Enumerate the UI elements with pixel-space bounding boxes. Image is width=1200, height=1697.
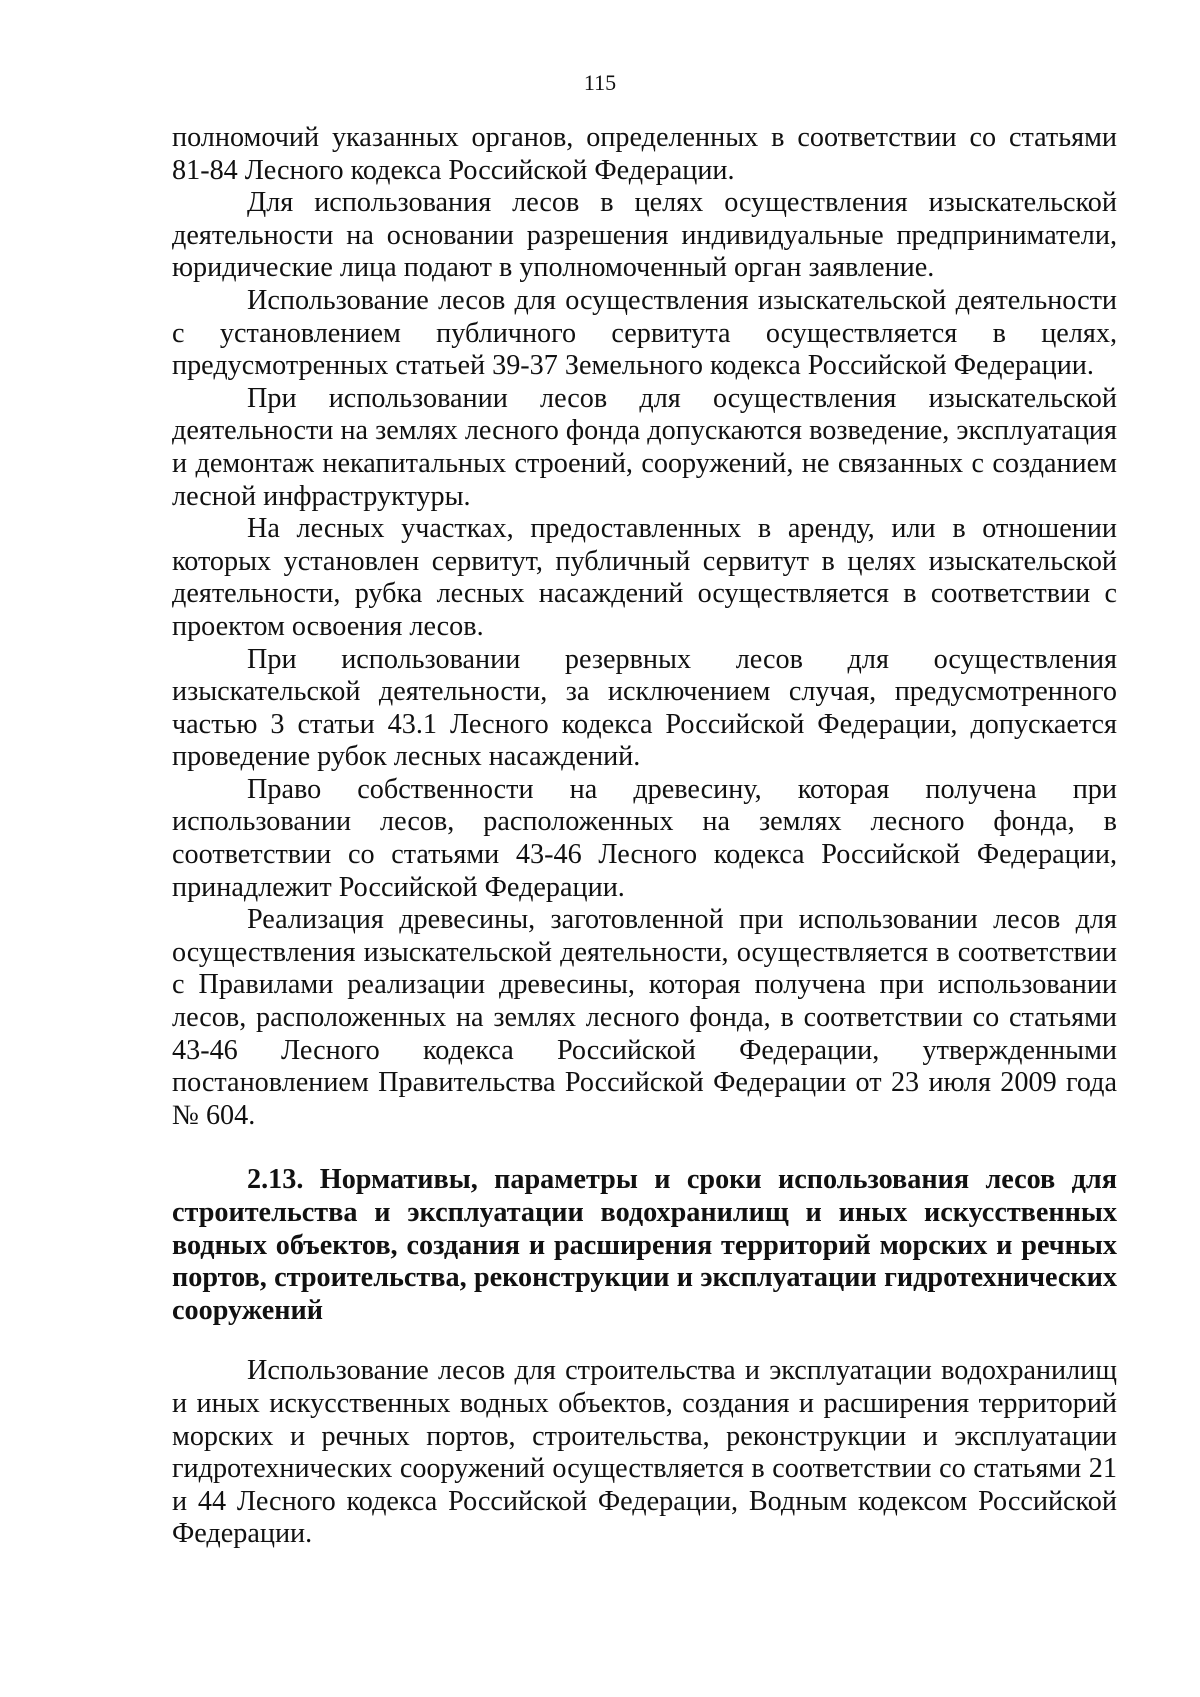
paragraph: Реализация древесины, заготовленной при использовании лесов для осуществления изыскательской деятельности, осуществляется в соответствии с Правилами реализации древесины, которая получена при использовании лесов, расположенных на землях лесного фонда, в соответствии со статьями 43-46 Лесного кодекса Российской Федерации, утвержденными постановлением Правительства Российской Федерации от 23 июля 2009 года № 604. bbox=[172, 904, 1117, 1131]
paragraph: Право собственности на древесину, которая получена при использовании лесов, расположенных на землях лесного фонда, в соответствии со статьями 43-46 Лесного кодекса Российской Федерации, принадлежит Российской Федерации. bbox=[172, 773, 1117, 903]
paragraph: Для использования лесов в целях осуществления изыскательской деятельности на основании разрешения индивидуальные предприниматели, юридические лица подают в уполномоченный орган заявление. bbox=[172, 187, 1117, 284]
paragraph: На лесных участках, предоставленных в аренду, или в отношении которых установлен сервитут, публичный сервитут в целях изыскательской деятельности, рубка лесных насаждений осуществляется в соответствии с проектом освоения лесов. bbox=[172, 513, 1117, 642]
page-number: 115 bbox=[583, 70, 617, 95]
paragraph: Использование лесов для строительства и эксплуатации водохранилищ и иных искусственных водных объектов, создания и расширения территорий морских и речных портов, строительства, реконструкции и эксплуатации гидротехнических сооружений осуществляется в соответствии со статьями 21 и 44 Лесного кодекса Российской Федерации, Водным кодексом Российской Федерации. bbox=[172, 1355, 1117, 1550]
paragraph: При использовании лесов для осуществления изыскательской деятельности на землях лесного фонда допускаются возведение, эксплуатация и демонтаж некапитальных строений, сооружений, не связанных с созданием лесной инфраструктуры. bbox=[172, 382, 1117, 512]
paragraph-continuation: полномочий указанных органов, определенных в соответствии со статьями 81-84 Лесного кодекса Российской Федерации. bbox=[172, 122, 1117, 186]
paragraph: При использовании резервных лесов для осуществления изыскательской деятельности, за исключением случая, предусмотренного частью 3 статьи 43.1 Лесного кодекса Российской Федерации, допускается проведение рубок лесных насаждений. bbox=[172, 643, 1117, 773]
document-body bbox=[172, 122, 1117, 1551]
paragraph: Использование лесов для осуществления изыскательской деятельности с установлением публичного сервитута осуществляется в целях, предусмотренных статьей 39-37 Земельного кодекса Российской Федерации. bbox=[172, 284, 1117, 382]
section-heading: 2.13. Нормативы, параметры и сроки использования лесов для строительства и эксплуатации водохранилищ и иных искусственных водных объектов, создания и расширения территорий морских и речных портов, строительства, реконструкции и эксплуатации гидротехнических сооружений bbox=[172, 1164, 1117, 1326]
